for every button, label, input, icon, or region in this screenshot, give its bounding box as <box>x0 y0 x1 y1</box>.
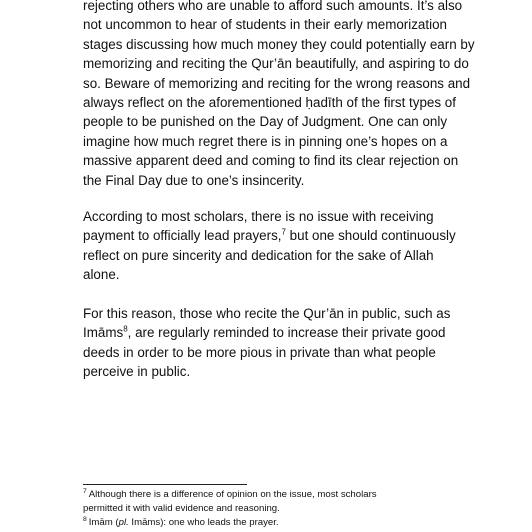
footnote-plural-abbrev: pl. <box>118 517 129 528</box>
footnote-8 <box>83 516 483 530</box>
text-segment: , are regularly reminded to increase their private good <box>127 325 446 341</box>
footnotes <box>83 488 483 530</box>
footnote-mark: 8 <box>83 515 87 523</box>
paragraph-public-recitation <box>83 304 463 382</box>
text-line: perceive in public. <box>83 364 191 380</box>
paragraph-sincerity-warning <box>83 0 475 190</box>
footnote-separator <box>83 484 247 485</box>
text-line: always reflect on the aforementioned ḥadīth of the first types of <box>83 95 456 111</box>
footnote-reference-8[interactable]: 8 <box>123 324 128 334</box>
text-line: not uncommon to hear of students in their early memorization <box>83 17 447 33</box>
text-line: imagine how much regret there is in pinning one’s hopes on a <box>83 133 448 149</box>
text-segment: but one should continuously <box>285 228 456 244</box>
paragraph-payment-for-prayers <box>83 207 463 285</box>
footnote-mark: 7 <box>83 487 87 495</box>
text-segment: payment to officially lead prayers, <box>83 228 282 244</box>
text-line: reflect on pure sincerity and dedication for the sake of Allah <box>83 247 434 263</box>
text-line <box>83 226 463 245</box>
footnote-text: Imāms): one who leads the prayer. <box>128 517 279 528</box>
text-line: so. Beware of memorizing and reciting for the wrong reasons and <box>83 75 471 91</box>
text-line: the Final Day due to one’s insincerity. <box>83 172 305 188</box>
text-line: stages discussing how much money they could potentially earn by <box>83 36 475 52</box>
text-line: people to be punished on the Day of Judgment. One can only <box>83 114 448 130</box>
footnote-7-continued: permitted it with valid evidence and reasoning. <box>83 503 280 514</box>
footnote-reference-7[interactable]: 7 <box>281 227 286 237</box>
text-line: According to most scholars, there is no issue with receiving <box>83 209 434 224</box>
footnote-text: Although there is a difference of opinion on the issue, most scholars <box>88 489 377 500</box>
text-line: massive apparent deed and coming to find its clear rejection on <box>83 153 459 169</box>
text-line: rejecting others who are unable to afford such amounts. It’s also <box>83 0 463 13</box>
text-line: alone. <box>83 267 120 283</box>
text-segment: Imāms <box>83 325 124 341</box>
text-line: memorizing and reciting the Qur’ān beautifully, and aspiring to do <box>83 56 469 72</box>
footnote-text: Imām ( <box>88 517 119 528</box>
text-line <box>83 323 463 342</box>
text-line: For this reason, those who recite the Qur’ān in public, such as <box>83 306 451 321</box>
footnote-7 <box>83 488 483 502</box>
text-line: deeds in order to be more pious in private than what people <box>83 344 436 360</box>
